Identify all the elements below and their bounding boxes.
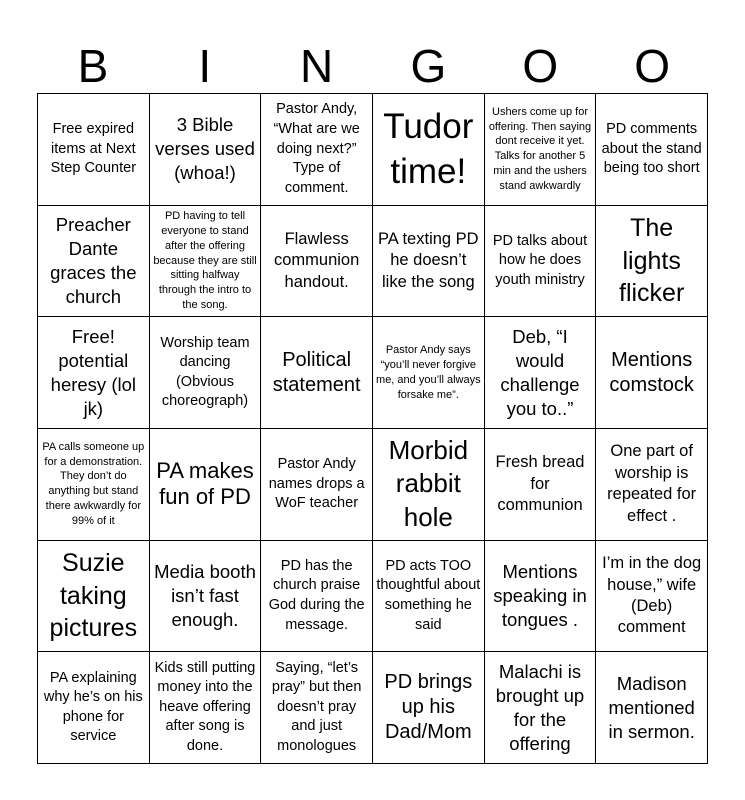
bingo-square[interactable]	[261, 652, 373, 764]
square-text: Morbid rabbit hole	[388, 434, 469, 533]
bingo-square[interactable]	[373, 652, 485, 764]
square-text: Ushers come up for offering. Then saying dont receive it yet. Talks for another 5 min and the ushers stand awkwardly	[488, 105, 592, 193]
bingo-square[interactable]	[150, 206, 262, 318]
bingo-square[interactable]	[38, 429, 150, 541]
bingo-square[interactable]	[38, 317, 150, 429]
bingo-square[interactable]	[150, 317, 262, 429]
bingo-square[interactable]	[373, 317, 485, 429]
square-text: PD comments about the stand being too short	[601, 120, 702, 177]
bingo-square[interactable]	[485, 94, 597, 206]
bingo-square[interactable]	[485, 317, 597, 429]
bingo-square[interactable]	[485, 429, 597, 541]
bingo-square[interactable]	[596, 652, 708, 764]
bingo-square[interactable]	[150, 652, 262, 764]
bingo-square[interactable]	[261, 206, 373, 318]
bingo-square[interactable]	[38, 541, 150, 653]
square-text: Fresh bread for communion	[495, 453, 585, 515]
bingo-square[interactable]	[596, 541, 708, 653]
square-text: Flawless communion handout.	[274, 229, 360, 291]
bingo-square[interactable]	[261, 94, 373, 206]
square-text: PA makes fun of PD	[156, 458, 254, 510]
bingo-square[interactable]	[485, 206, 597, 318]
square-text: Political statement	[272, 348, 361, 396]
square-text: Pastor Andy says “you’ll never forgive me, and you’ll always forsake me”.	[376, 343, 481, 401]
square-text: Malachi is brought up for the offering	[495, 660, 585, 754]
square-text: PA calls someone up for a demonstration. They don’t do anything but stand there awkwardly for 99% of it	[42, 440, 145, 527]
square-text: Free expired items at Next Step Counter	[50, 120, 137, 177]
bingo-square[interactable]	[596, 94, 708, 206]
bingo-square[interactable]	[150, 541, 262, 653]
square-text: Mentions speaking in tongues .	[493, 560, 587, 631]
square-text: Media booth isn’t fast enough.	[154, 560, 256, 631]
header-letter-i: I	[198, 40, 212, 92]
bingo-square[interactable]	[261, 317, 373, 429]
bingo-square[interactable]	[485, 652, 597, 764]
bingo-square[interactable]	[485, 541, 597, 653]
square-text: PD has the church praise God during the message.	[268, 557, 365, 633]
square-text: Deb, “I would challenge you to..”	[500, 325, 580, 419]
bingo-square[interactable]	[261, 541, 373, 653]
square-text: PD talks about how he does youth ministry	[492, 232, 588, 288]
bingo-card-grid	[37, 93, 708, 764]
bingo-header	[37, 38, 708, 94]
bingo-square[interactable]	[150, 94, 262, 206]
square-text: Preacher Dante graces the church	[50, 213, 137, 308]
header-letter-o2: O	[634, 40, 670, 92]
square-text: PA explaining why he’s on his phone for service	[43, 669, 143, 745]
square-text: PD brings up his Dad/Mom	[384, 671, 473, 744]
bingo-square[interactable]	[373, 94, 485, 206]
bingo-square[interactable]	[596, 429, 708, 541]
square-text: PA texting PD he doesn’t like the song	[378, 229, 479, 291]
header-letter-n: N	[299, 40, 334, 92]
square-text: Suzie taking pictures	[49, 549, 138, 643]
header-letter-b: B	[77, 40, 109, 92]
bingo-square[interactable]	[261, 429, 373, 541]
square-text: One part of worship is repeated for effect .	[607, 442, 697, 525]
bingo-square[interactable]	[373, 206, 485, 318]
header-letter-g: G	[410, 40, 447, 92]
square-text: Pastor Andy names drops a WoF teacher	[268, 455, 365, 512]
square-text: Tudor time!	[383, 106, 474, 192]
square-text: Free! potential heresy (lol jk)	[50, 325, 136, 419]
bingo-square[interactable]	[373, 541, 485, 653]
square-text: Madison mentioned in sermon.	[608, 672, 695, 742]
square-text: Saying, “let’s pray” but then doesn’t pray and just monologues	[271, 659, 362, 754]
bingo-square[interactable]	[373, 429, 485, 541]
square-text: PD having to tell everyone to stand after the offering because they are still sitting halfway through the intro to the song.	[153, 210, 257, 312]
bingo-square[interactable]	[38, 94, 150, 206]
square-text: Pastor Andy, “What are we doing next?” Type of comment.	[273, 101, 360, 196]
square-text: 3 Bible verses used (whoa!)	[155, 114, 255, 184]
bingo-square[interactable]	[596, 206, 708, 318]
bingo-square[interactable]	[596, 317, 708, 429]
square-text: Mentions comstock	[609, 348, 694, 396]
square-text: I’m in the dog house,” wife (Deb) comment	[602, 554, 702, 637]
bingo-square[interactable]	[38, 206, 150, 318]
square-text: The lights flicker	[619, 214, 685, 308]
bingo-square[interactable]	[150, 429, 262, 541]
square-text: Kids still putting money into the heave offering after song is done.	[154, 659, 256, 754]
square-text: PD acts TOO thoughtful about something he said	[376, 557, 481, 633]
bingo-square[interactable]	[38, 652, 150, 764]
header-letter-o: O	[522, 40, 559, 92]
square-text: Worship team dancing (Obvious choreograph)	[160, 334, 250, 410]
